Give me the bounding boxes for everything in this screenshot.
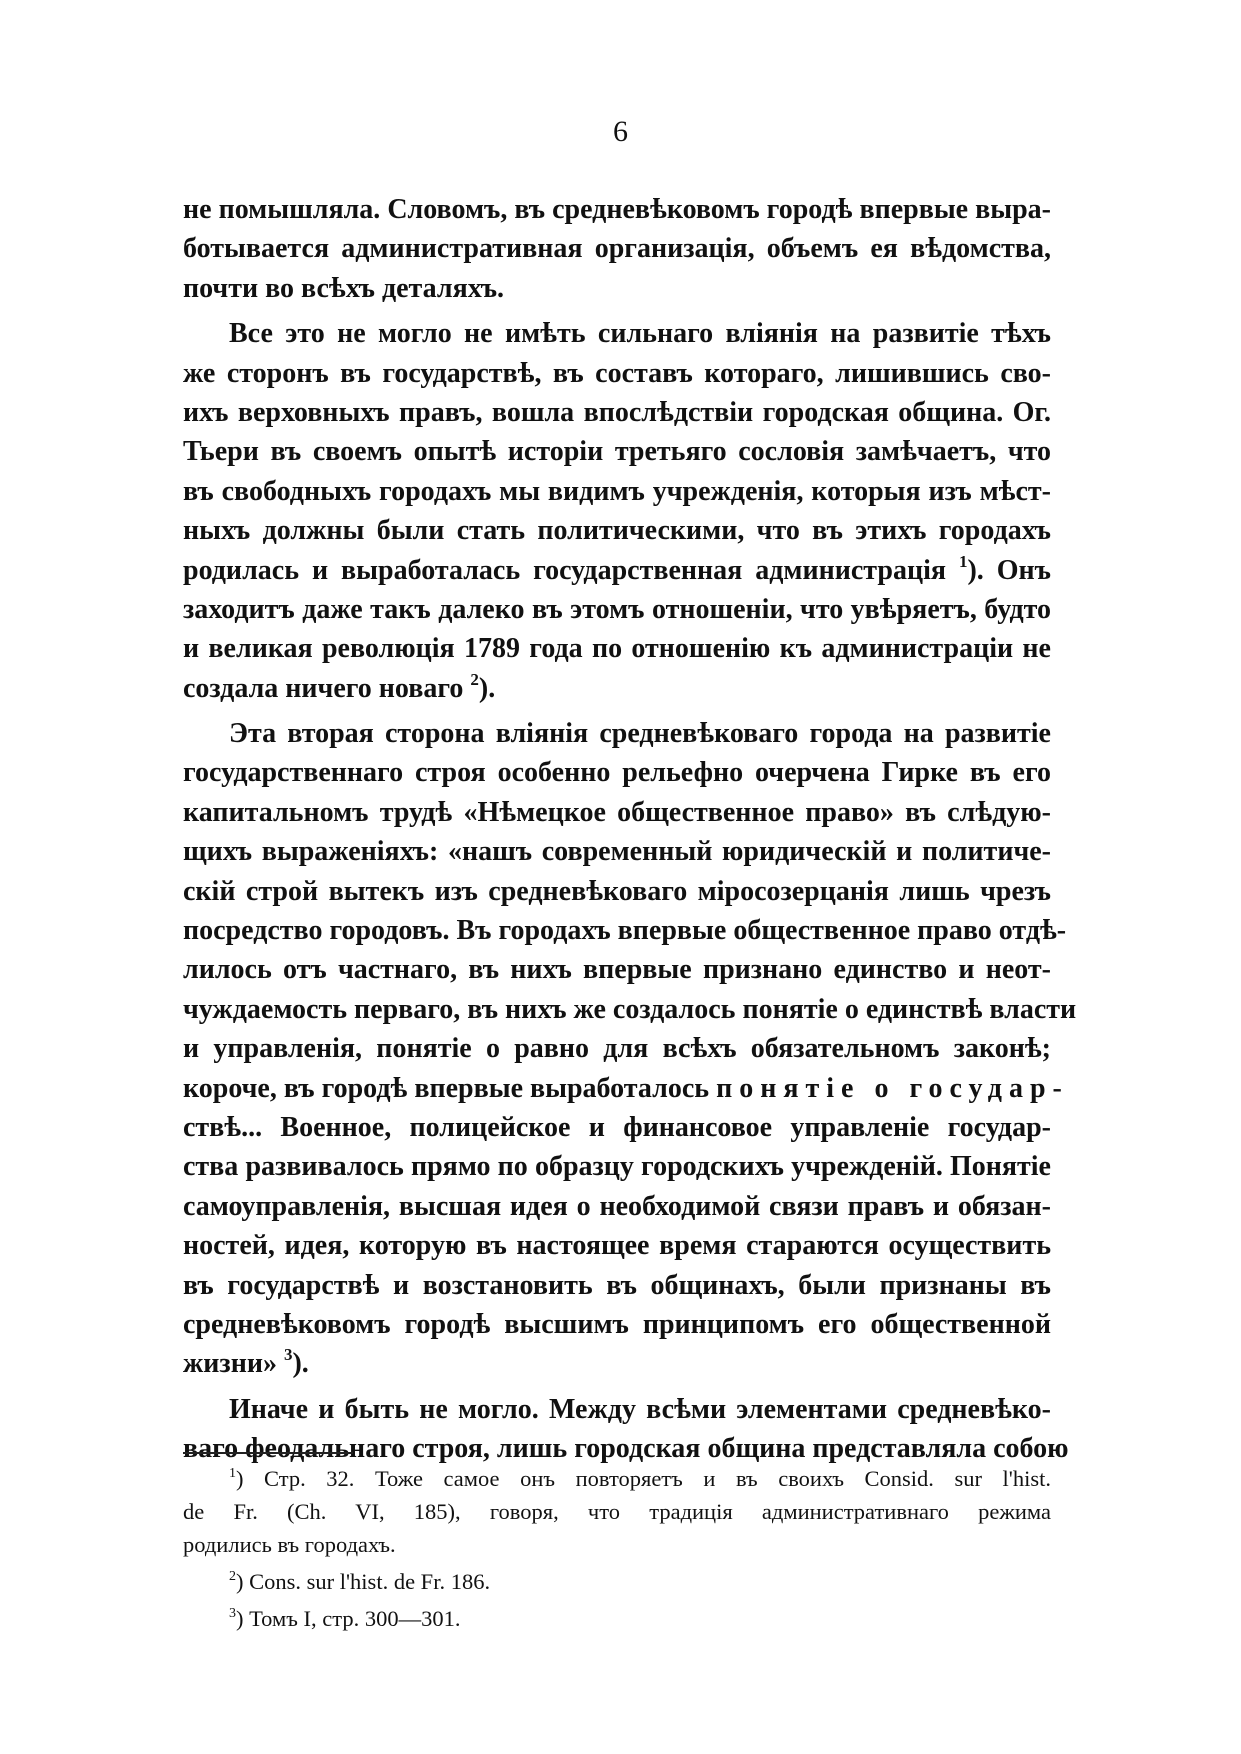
- text-line: не помышляла. Словомъ, въ средневѣковомъ городѣ впервые выра-: [183, 194, 1051, 225]
- text-line: скій строй вытекъ изъ средневѣковаго міросозерцанія лишь чрезъ: [183, 875, 1051, 907]
- footnote-ref-2: 2: [470, 669, 479, 689]
- text-line: въ свободныхъ городахъ мы видимъ учрежденія, которыя изъ мѣст-: [183, 475, 1051, 507]
- text-line: заходитъ даже такъ далеко въ этомъ отношеніи, что увѣряетъ, будто: [183, 593, 1051, 625]
- text-line: въ государствѣ и возстановить въ общинахъ, были признаны въ: [183, 1269, 1051, 1301]
- text-line: [183, 1069, 1069, 1108]
- footnote-line: [183, 1565, 1051, 1598]
- text-fragment: жизни»: [183, 1348, 277, 1380]
- page-number: 6: [613, 115, 628, 148]
- text-line: [183, 669, 1051, 708]
- footnotes: [183, 1462, 1051, 1635]
- text-line: [183, 551, 1051, 590]
- text-line: Иначе и быть не могло. Между всѣми элементами средневѣко-: [229, 1393, 1051, 1425]
- paragraph-4: [183, 1390, 1069, 1469]
- text-line: Все это не могло не имѣть сильнаго вліянія на развитіе тѣхъ: [229, 318, 1051, 350]
- paragraph-3: [183, 714, 1077, 1384]
- text-line: ботывается административная организація, объемъ ея вѣдомства,: [183, 233, 1051, 265]
- text-fragment: ) Cons. sur l'hist. de Fr. 186.: [236, 1569, 491, 1594]
- text-line: и великая революція 1789 года по отношенію къ администраціи не: [183, 633, 1051, 665]
- footnote-line: [183, 1602, 1051, 1635]
- text-line: ваго феодальнаго строя, лишь городская община представляла собою: [183, 1433, 1069, 1465]
- spaced-emphasis: понятіе о государ-: [716, 1072, 1069, 1104]
- footnote-separator: [183, 1452, 353, 1454]
- footnote-marker: 3: [229, 1606, 236, 1621]
- text-fragment: родилась и выработалась государственная администрація: [183, 554, 947, 586]
- text-line: почти во всѣхъ деталяхъ.: [183, 272, 505, 304]
- text-line: же сторонъ въ государствѣ, въ составъ котораго, лишившись сво-: [183, 357, 1051, 389]
- text-line: Эта вторая сторона вліянія средневѣковаго города на развитіе: [229, 718, 1051, 750]
- footnote-3: [183, 1602, 1051, 1635]
- text-fragment: ).: [292, 1348, 309, 1380]
- footnote-2: [183, 1565, 1051, 1598]
- footnote-line: [183, 1462, 1051, 1495]
- text-line: щихъ выраженіяхъ: «нашъ современный юридическій и политиче-: [183, 836, 1051, 868]
- text-fragment: ) Томъ I, стр. 300—301.: [236, 1606, 461, 1631]
- text-fragment: ). Онъ: [967, 554, 1051, 586]
- paragraph-1: [183, 190, 1051, 308]
- text-line: ствѣ... Военное, полицейское и финансовое управленіе государ-: [183, 1111, 1051, 1143]
- footnote-line: родились въ городахъ.: [183, 1532, 396, 1557]
- text-line: [183, 1344, 1051, 1383]
- text-line: посредство городовъ. Въ городахъ впервые общественное право отдѣ-: [183, 915, 1067, 947]
- footnote-ref-3: 3: [283, 1345, 293, 1365]
- text-line: самоуправленія, высшая идея о необходимой связи правъ и обязан-: [183, 1190, 1051, 1222]
- text-fragment: создала ничего новаго: [183, 672, 464, 704]
- text-line: лилось отъ частнаго, въ нихъ впервые признано единство и неот-: [183, 954, 1051, 986]
- footnote-1: [183, 1462, 1051, 1561]
- text-line: ства развивалось прямо по образцу городскихъ учрежденій. Понятіе: [183, 1151, 1051, 1183]
- text-fragment: короче, въ городѣ впервые выработалось: [183, 1072, 710, 1104]
- footnote-ref-1: 1: [958, 551, 968, 571]
- text-line: средневѣковомъ городѣ высшимъ принципомъ его общественной: [183, 1308, 1051, 1340]
- text-line: ихъ верховныхъ правъ, вошла впослѣдствіи городская община. Ог.: [183, 396, 1051, 428]
- text-line: ностей, идея, которую въ настоящее время стараются осуществить: [183, 1230, 1051, 1262]
- text-line: ныхъ должны были стать политическими, что въ этихъ городахъ: [183, 515, 1051, 547]
- footnote-marker: 1: [229, 1466, 236, 1481]
- main-text: [183, 190, 1077, 1469]
- text-line: капитальномъ трудѣ «Нѣмецкое общественное право» въ слѣдую-: [183, 796, 1051, 828]
- footnote-marker: 2: [229, 1569, 236, 1584]
- text-fragment: ).: [478, 672, 496, 704]
- text-line: и управленія, понятіе о равно для всѣхъ обязательномъ законѣ;: [183, 1033, 1051, 1065]
- text-line: Тьери въ своемъ опытѣ исторіи третьяго сословія замѣчаетъ, что: [183, 436, 1051, 468]
- text-line: государственнаго строя особенно рельефно очерчена Гирке въ его: [183, 757, 1051, 789]
- text-fragment: ) Стр. 32. Тоже самое онъ повторяетъ и въ своихъ Consid. sur l'hist.: [236, 1466, 1051, 1491]
- footnote-line: de Fr. (Ch. VI, 185), говоря, что традиція административнаго режима: [183, 1499, 1051, 1524]
- text-line: чуждаемость перваго, въ нихъ же создалось понятіе о единствѣ власти: [183, 993, 1077, 1025]
- paragraph-2: [183, 314, 1051, 708]
